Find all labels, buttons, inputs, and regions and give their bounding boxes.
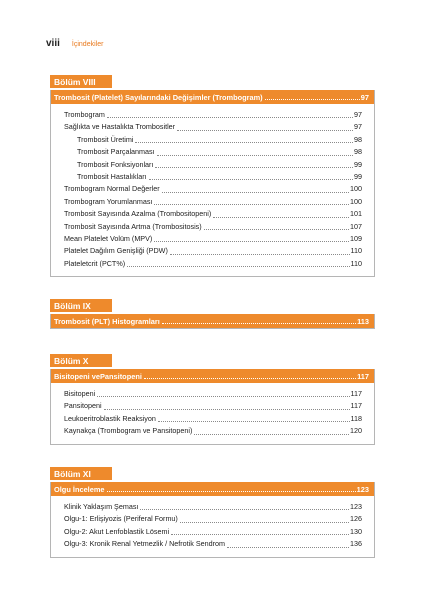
entry-title: Pansitopeni (64, 401, 102, 411)
entry-title: Trombosit Üretimi (77, 134, 134, 144)
toc-entry[interactable] (64, 134, 362, 146)
entry-title: Mean Platelet Volüm (MPV) (64, 234, 153, 244)
entry-title: Trombogram Yorumlanması (64, 196, 153, 206)
dot-leader (213, 217, 349, 218)
dot-leader (162, 323, 356, 324)
chapter-title-bar[interactable] (51, 90, 374, 104)
entry-page: 107 (350, 221, 362, 231)
entry-page: 98 (354, 147, 362, 157)
entry-page: 101 (350, 209, 362, 219)
toc-entry[interactable] (64, 208, 362, 220)
chapter-section (50, 72, 375, 277)
chapter-title-bar[interactable] (51, 482, 374, 496)
chapter-title-bar[interactable] (51, 314, 374, 328)
toc-entry[interactable] (64, 146, 362, 158)
entry-page: 136 (350, 539, 362, 549)
toc-entry[interactable] (64, 183, 362, 195)
chapter-title: Bisitopeni vePansitopeni (54, 372, 142, 381)
entry-title: Trombosit Fonksiyonları (77, 159, 154, 169)
entry-title: Olgu-1: Erlişiyozis (Periferal Formu) (64, 514, 178, 524)
dot-leader (127, 266, 349, 267)
chapter-title-bar[interactable] (51, 369, 374, 383)
page-header (46, 38, 103, 49)
dot-leader (170, 254, 350, 255)
entry-page: 123 (350, 502, 362, 511)
entry-title: Trombosit Sayısında Artma (Trombositosis) (64, 221, 202, 231)
dot-leader (97, 396, 349, 397)
toc-entry[interactable] (64, 121, 362, 133)
entry-page: 117 (350, 389, 362, 398)
entry-page: 109 (350, 234, 362, 244)
dot-leader (154, 204, 349, 205)
entry-title: Olgu-3: Kronik Renal Yetmezlik / Nefrotik Sendrom (64, 539, 225, 549)
entry-page: 100 (350, 196, 362, 206)
dot-leader (171, 534, 349, 535)
toc-entry[interactable] (64, 538, 362, 550)
toc-entry[interactable] (64, 233, 362, 245)
entry-title: Kaynakça (Trombogram ve Pansitopeni) (64, 426, 193, 436)
entry-page: 97 (354, 110, 362, 119)
entry-page: 99 (354, 159, 362, 169)
dot-leader (204, 229, 349, 230)
entry-title: Leukoeritroblastik Reaksiyon (64, 413, 156, 423)
dot-leader (154, 241, 349, 242)
entry-title: Trombogram Normal Değerler (64, 184, 160, 194)
entry-title: Platelet Dağılım Genişliği (PDW) (64, 246, 168, 256)
entry-page: 100 (350, 184, 362, 194)
toc-entry[interactable] (64, 159, 362, 171)
entry-title: Bisitopeni (64, 389, 96, 398)
dot-leader (107, 117, 353, 118)
dot-leader (104, 409, 350, 410)
dot-leader (157, 155, 353, 156)
chapter-box (50, 90, 375, 277)
chapter-tab: Bölüm X (50, 354, 112, 367)
entry-page: 99 (354, 172, 362, 182)
entry-title: Plateletcrit (PCT%) (64, 258, 126, 268)
entry-page: 110 (350, 246, 362, 256)
entry-page: 98 (354, 134, 362, 144)
toc-entry[interactable] (64, 400, 362, 412)
dot-leader (149, 179, 353, 180)
entry-page: 117 (350, 401, 362, 411)
toc-entry[interactable] (64, 526, 362, 538)
toc-entry[interactable] (64, 171, 362, 183)
entry-page: 97 (354, 122, 362, 132)
chapter-box (50, 482, 375, 558)
toc-entry[interactable] (64, 196, 362, 208)
chapter-page: 123 (356, 485, 369, 494)
toc-entry[interactable] (64, 425, 362, 437)
chapter-title: Olgu İnceleme (54, 485, 105, 494)
chapter-page: 113 (357, 317, 369, 326)
dot-leader (155, 167, 353, 168)
toc-entry[interactable] (64, 388, 362, 400)
entry-page: 118 (350, 413, 362, 423)
chapter-tab: Bölüm XI (50, 467, 112, 480)
entry-list (51, 496, 374, 551)
dot-leader (194, 434, 349, 435)
dot-leader (265, 99, 360, 100)
entry-page: 110 (350, 258, 362, 268)
toc-entry[interactable] (64, 501, 362, 513)
dot-leader (107, 491, 356, 492)
dot-leader (177, 130, 353, 131)
page-number: viii (46, 38, 60, 49)
chapter-title: Trombosit (PLT) Histogramları (54, 317, 160, 326)
entry-title: Trombosit Sayısında Azalma (Trombositopeni) (64, 209, 212, 219)
toc-entry[interactable] (64, 513, 362, 525)
entry-page: 126 (350, 514, 362, 524)
entry-title: Trombosit Hastalıkları (77, 172, 147, 182)
chapter-box (50, 369, 375, 445)
dot-leader (144, 378, 356, 379)
entry-title: Sağlıkta ve Hastalıkta Trombositler (64, 122, 176, 132)
chapter-section (50, 464, 375, 558)
toc-entry[interactable] (64, 109, 362, 121)
chapter-section (50, 296, 375, 329)
entry-title: Klinik Yaklaşım Şeması (64, 502, 139, 511)
chapter-page: 117 (357, 372, 369, 381)
entry-list (51, 383, 374, 438)
chapter-box (50, 314, 375, 329)
chapter-tab: Bölüm VIII (50, 75, 112, 88)
dot-leader (162, 192, 349, 193)
toc-entry[interactable] (64, 245, 362, 257)
entry-page: 120 (350, 426, 362, 436)
chapter-title: Trombosit (Platelet) Sayılarındaki Değişimler (Trombogram) (54, 93, 263, 102)
chapter-page: 97 (360, 93, 369, 102)
toc-entry[interactable] (64, 258, 362, 270)
entry-title: Olgu-2: Akut Lenfoblastik Lösemi (64, 526, 170, 536)
toc-entry[interactable] (64, 413, 362, 425)
entry-page: 130 (350, 526, 362, 536)
dot-leader (227, 547, 349, 548)
running-title: İçindekiler (71, 41, 104, 48)
chapter-tab: Bölüm IX (50, 299, 112, 312)
entry-list (51, 104, 374, 270)
dot-leader (135, 142, 353, 143)
entry-title: Trombogram (64, 110, 105, 119)
dot-leader (158, 421, 350, 422)
dot-leader (180, 522, 349, 523)
entry-title: Trombosit Parçalanması (77, 147, 155, 157)
dot-leader (140, 509, 349, 510)
toc-entry[interactable] (64, 221, 362, 233)
chapter-section (50, 351, 375, 445)
